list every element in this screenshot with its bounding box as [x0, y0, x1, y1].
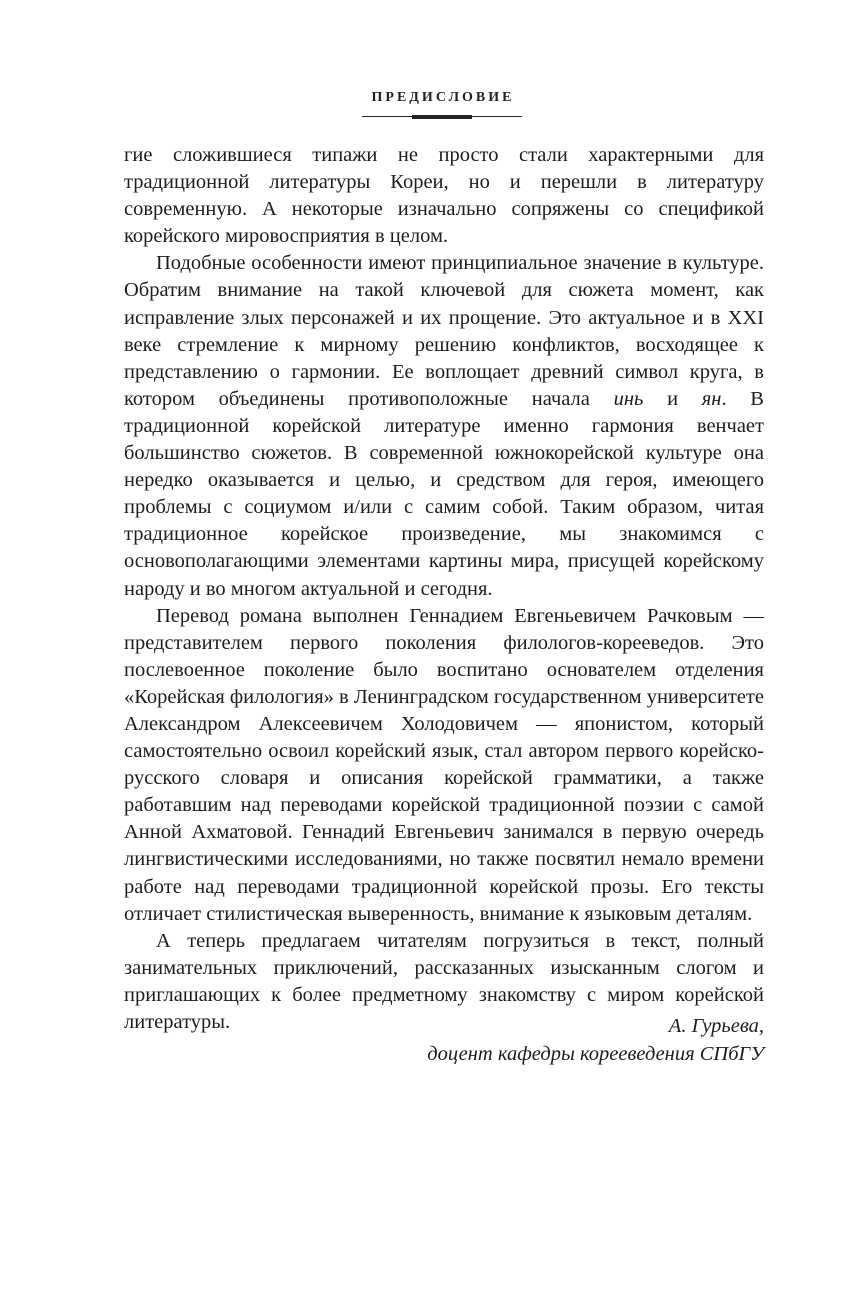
signature-author: А. Гурьева,: [668, 1015, 764, 1037]
signature-position: доцент кафедры корееведения СПбГУ: [427, 1042, 764, 1065]
paragraph-invitation: А теперь предлагаем читателям погрузиться в текст, полный занимательных приключений, рассказанных изысканным слогом и приглашающих к более предметному знакомству с миром корейской литературы.: [124, 929, 764, 1033]
body-text: [124, 142, 764, 1036]
paragraph-continued: гие сложившиеся типажи не просто стали характерными для традиционной литературы Кореи, но и перешли в литературу современную. А некоторые изначально сопряжены со спецификой корейского мировосприятия в целом.: [124, 144, 764, 248]
header-rule-accent: [412, 115, 472, 119]
conjunction: и: [643, 387, 702, 410]
term-yin: инь: [613, 387, 644, 410]
paragraph-harmony-text-b: . В традиционной корейской литературе именно гармония венчает большинство сюжетов. В современной южнокорейской культуре она нередко оказывается и целью, и средством для героя, имеющего проблемы с социумом и/или с самим собой. Таким образом, читая традиционное корейское произведение, мы знакомимся с основополагающими элементами картины мира, присущей корейскому народу и во многом актуальной и сегодня.: [124, 387, 764, 600]
running-head-title: ПРЕДИСЛОВИЕ: [371, 90, 515, 105]
term-yang: ян: [701, 387, 722, 410]
paragraph-translator: Перевод романа выполнен Геннадием Евгеньевичем Рачковым — представителем первого поколения филологов-корееведов. Это послевоенное поколение было воспитано основателем отделения «Корейская филология» в Ленинградском государственном университете Александром Алексеевичем Холодовичем — японистом, который самостоятельно освоил корейский язык, стал автором первого корейско-русского словаря и описания корейской грамматики, а также работавшим над переводами корейской традиционной поэзии с самой Анной Ахматовой. Геннадий Евгеньевич занимался в первую очередь лингвистическими исследованиями, но также посвятил немало времени работе над переводами традиционной корейской прозы. Его тексты отличает стилистическая выверенность, внимание к языковым деталям.: [124, 604, 764, 925]
paragraph-harmony-text-a: Подобные особенности имеют принципиальное значение в культуре. Обратим внимание на такой ключевой для сюжета момент, как исправление злых персонажей и их прощение. Это актуальное и в XXI веке стремление к мирному решению конфликтов, восходящее к представлению о гармонии. Ее воплощает древний символ круга, в котором объединены противоположные начала: [124, 252, 764, 410]
signature-block: [427, 1013, 764, 1068]
paragraph-harmony: [124, 250, 764, 602]
